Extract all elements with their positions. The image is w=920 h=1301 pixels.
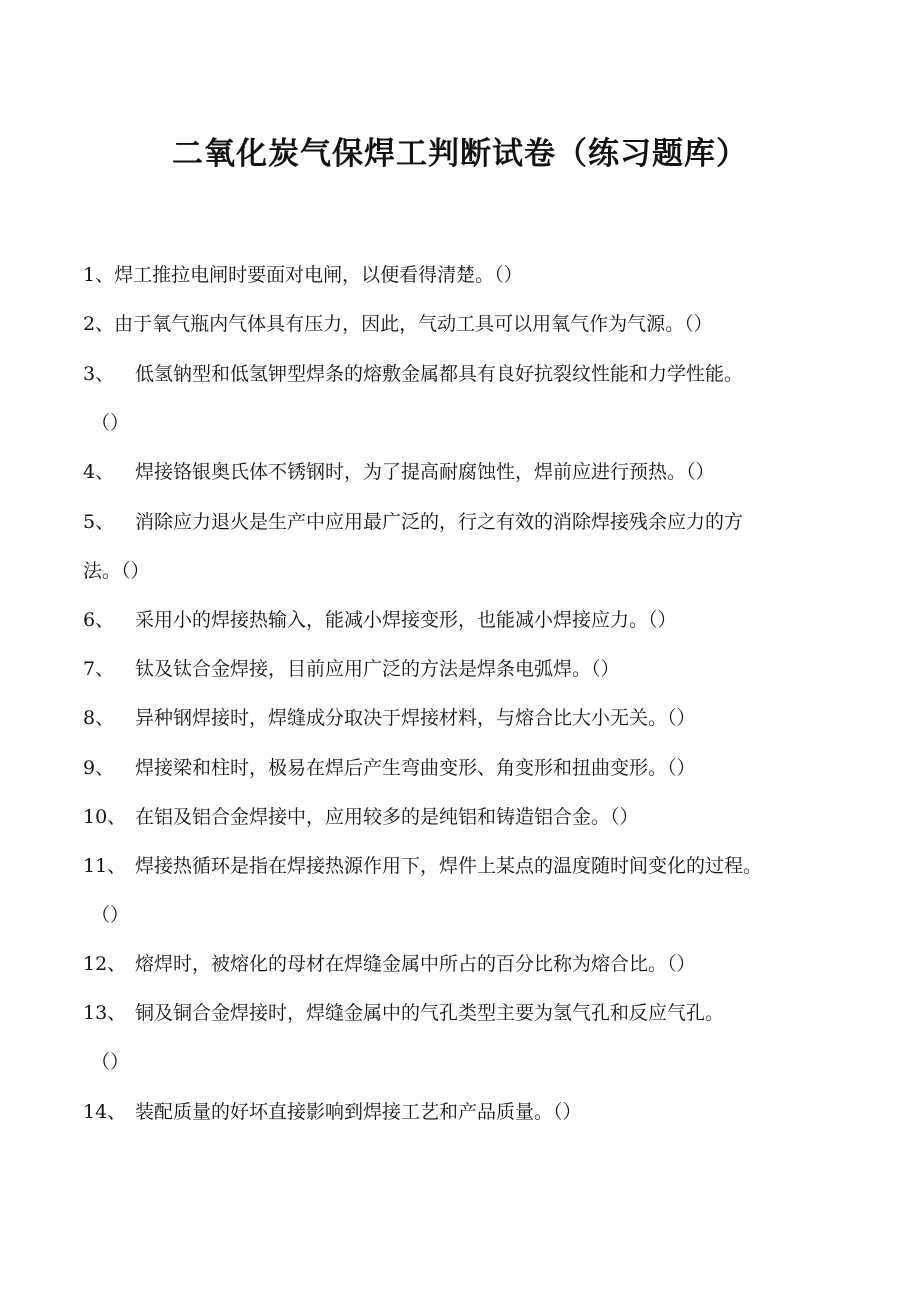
question-number: 7、 [83, 658, 115, 680]
question-text: 熔焊时，被熔化的母材在焊缝金属中所占的百分比称为熔合比。（） [135, 953, 696, 975]
question-text: 焊接梁和柱时，极易在焊后产生弯曲变形、角变形和扭曲变形。（） [135, 757, 696, 779]
question-number: 14、 [83, 1101, 127, 1123]
question-number: 1、 [83, 264, 115, 286]
question-8 [83, 706, 696, 730]
question-text: 消除应力退火是生产中应用最广泛的，行之有效的消除焊接残余应力的方 [135, 511, 744, 533]
question-2 [83, 312, 713, 336]
question-text: 采用小的焊接热输入，能减小焊接变形，也能减小焊接应力。（） [135, 609, 677, 631]
question-number: 2、 [83, 313, 115, 335]
question-number: 13、 [83, 1002, 127, 1024]
question-number: 9、 [83, 757, 115, 779]
question-text: 低氢钠型和低氢钾型焊条的熔敷金属都具有良好抗裂纹性能和力学性能。 [135, 363, 744, 385]
question-number: 5、 [83, 511, 115, 533]
question-number: 4、 [83, 461, 115, 483]
question-6 [83, 608, 677, 632]
question-11 [83, 854, 762, 878]
question-12 [83, 952, 696, 976]
question-4 [83, 460, 715, 484]
question-5 [83, 510, 743, 534]
question-number: 10、 [83, 806, 127, 828]
question-text: 铜及铜合金焊接时，焊缝金属中的气孔类型主要为氢气孔和反应气孔。 [135, 1002, 725, 1024]
question-11-continuation: （） [91, 904, 130, 926]
question-number: 11、 [83, 855, 127, 877]
question-text: 异种钢焊接时，焊缝成分取决于焊接材料，与熔合比大小无关。（） [135, 707, 696, 729]
question-text: 钛及钛合金焊接，目前应用广泛的方法是焊条电弧焊。（） [135, 658, 620, 680]
question-number: 6、 [83, 609, 115, 631]
question-13 [83, 1001, 724, 1025]
question-3 [83, 362, 743, 386]
question-number: 12、 [83, 953, 127, 975]
question-3-continuation: （） [91, 412, 130, 434]
question-1 [83, 263, 523, 287]
question-14 [83, 1100, 582, 1124]
question-number: 3、 [83, 363, 115, 385]
question-10 [83, 805, 639, 829]
question-text: 装配质量的好坏直接影响到焊接工艺和产品质量。（） [135, 1101, 582, 1123]
question-number: 8、 [83, 707, 115, 729]
question-9 [83, 756, 696, 780]
question-7 [83, 657, 620, 681]
question-13-continuation: （） [91, 1051, 130, 1073]
question-text: 焊接热循环是指在焊接热源作用下，焊件上某点的温度随时间变化的过程。 [135, 855, 763, 877]
question-text: 在铝及铝合金焊接中，应用较多的是纯铝和铸造铝合金。（） [135, 806, 639, 828]
question-5-continuation: 法。（） [83, 560, 150, 582]
question-text: 由于氧气瓶内气体具有压力，因此，气动工具可以用氧气作为气源。（） [114, 313, 713, 335]
question-text: 焊接铬银奥氏体不锈钢时，为了提高耐腐蚀性，焊前应进行预热。（） [135, 461, 715, 483]
question-text: 焊工推拉电闸时要面对电闸，以便看得清楚。（） [114, 264, 523, 286]
page-title: 二氧化炭气保焊工判断试卷（练习题库） [172, 136, 748, 172]
